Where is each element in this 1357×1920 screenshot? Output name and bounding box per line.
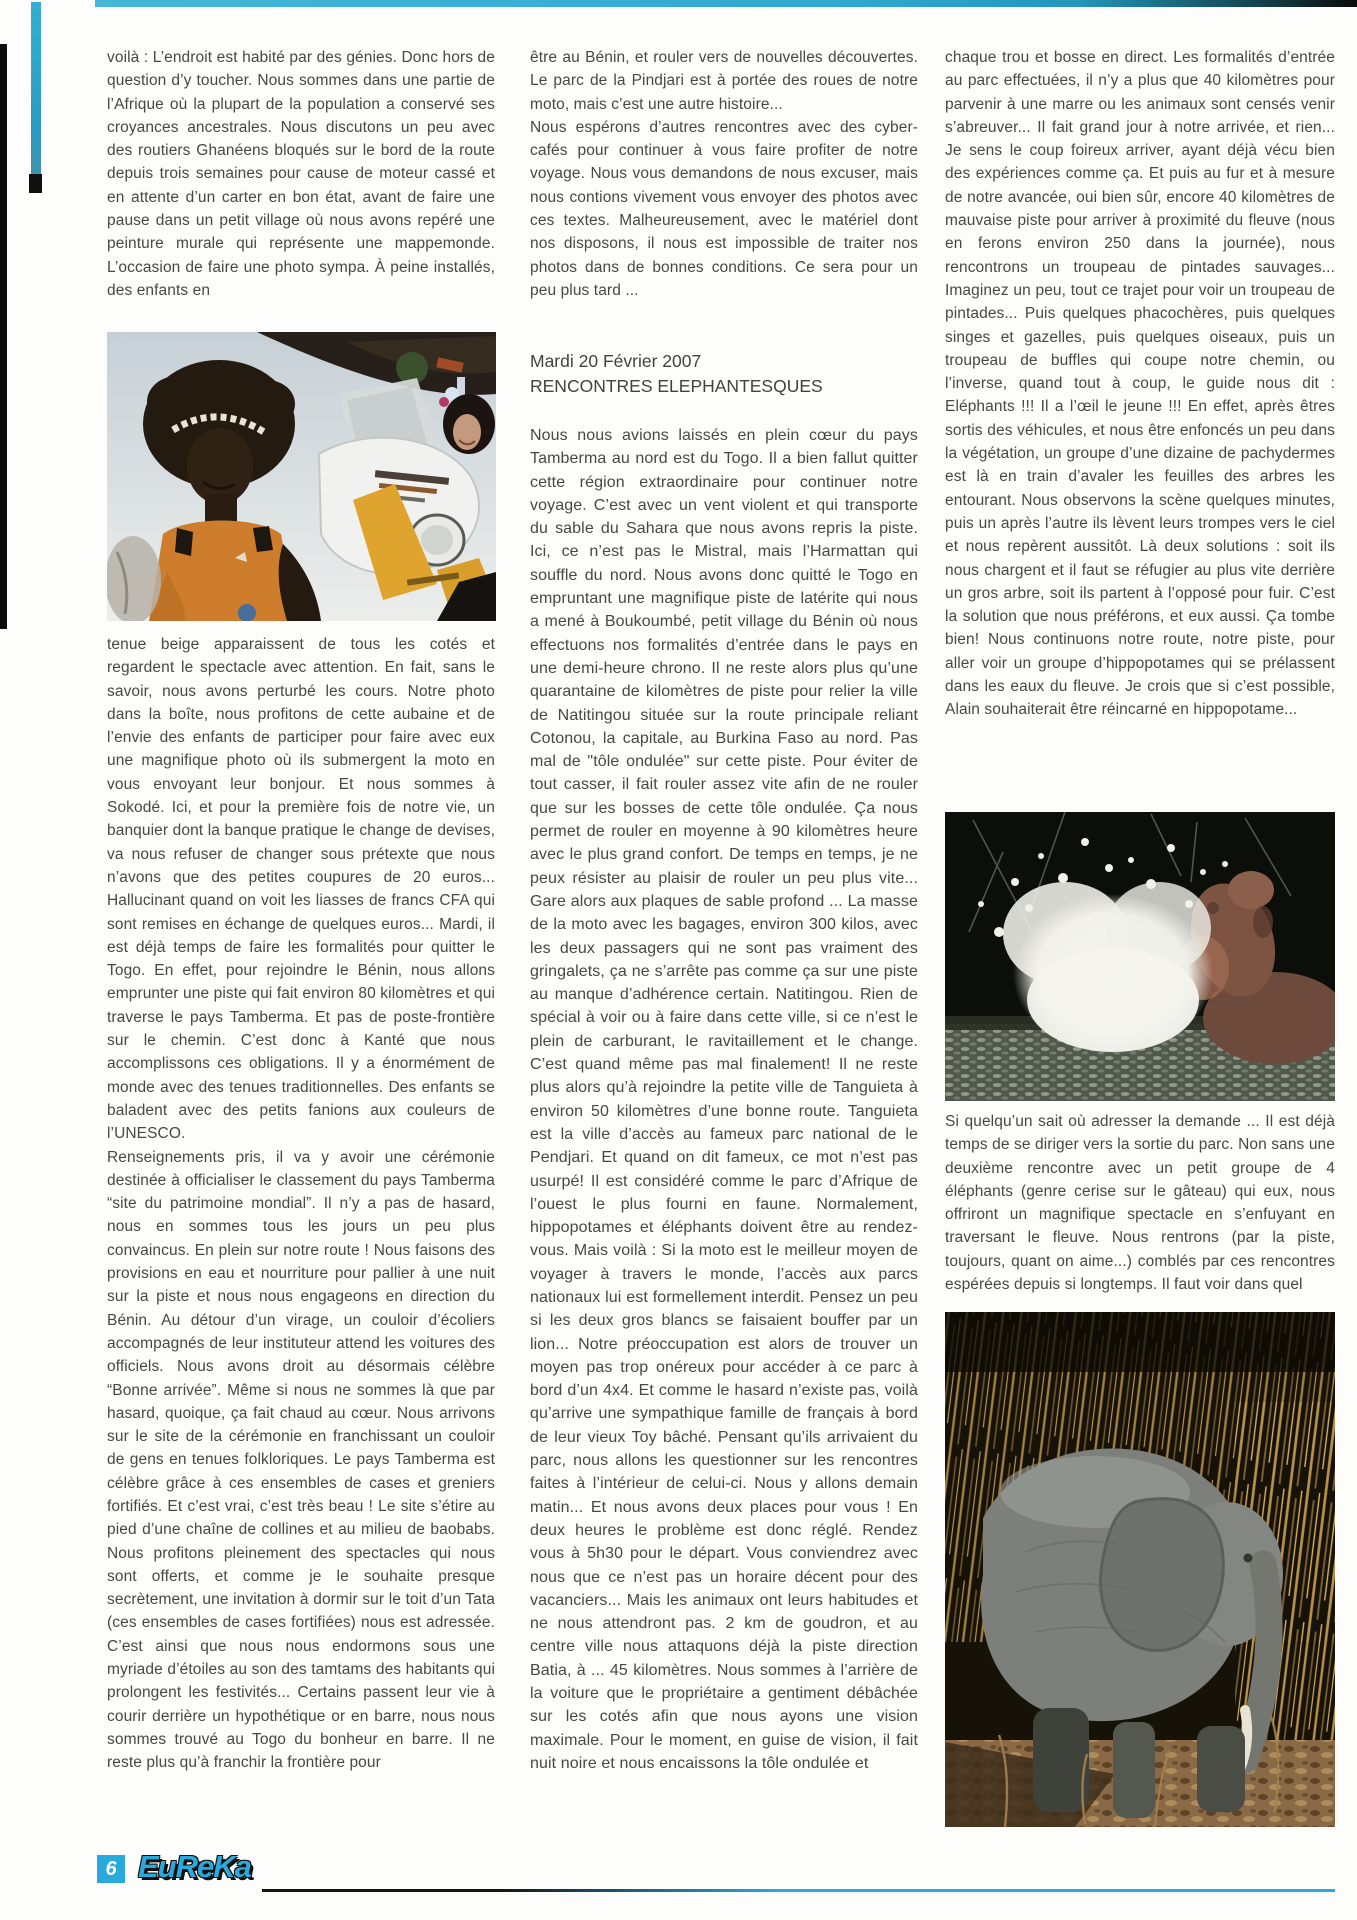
article-column-1-intro [107, 46, 495, 332]
section-heading-title: RENCONTRES ELEPHANTESQUES [530, 375, 823, 396]
article-column-2-body [530, 424, 918, 1834]
paragraph: chaque trou et bosse en direct. Les formalités d’entrée au parc effectuées, il n’y a plus que 40 kilomètres pour parvenir à une marre ou les animaux sont censés venir s’abreuver... Il fait grand jour à notre arrivée, et rien... Je sens le coup foireux arriver, ayant déjà vécu bien des expériences comme ça. Et puis au fur et à mesure de notre avancée, oui bien sûr, encore 40 kilomètres de mauvaise piste pour arriver à proximité du fleuve (nous en ferons environ 250 dans la journée), nous rencontrons un troupeau de pintades sauvages... Imaginez un peu, tout ce trajet pour voir un troupeau de pintades... Puis quelques phacochères, puis quelques singes et gazelles, puis quelques oiseaux, puis un troupeau de buffles qui coupe notre chemin, ou l’inverse, quand tout à coup, le guide nous dit : Eléphants !!! Il a l’œil le jeune !!! En effet, après êtres sortis des véhicules, et nous être enfoncés un peu dans la végétation, un groupe d’une dizaine de pachydermes est là en train d’avaler les feuilles des arbres les entourant. Nous observons la scène quelques minutes, puis un après l’autre ils lèvent leurs trompes vers le ciel et nous repèrent aussitôt. Là deux solutions : soit ils nous chargent et il faut se réfugier au plus vite derrière un gros arbre, soit ils partent à l’opposé pour fuir. C’est la solution que nous préférons, et eux aussi. Ça tombe bien! Nous continuons notre route, notre piste, pour aller voir un groupe d’hippopotames qui se prélassent dans les eaux du fleuve. Je crois que si c’est possible, Alain souhaiterait être réincarné en hippopotame... [945, 49, 1335, 719]
scan-left-cyan-strip [31, 2, 41, 174]
eureka-logo [138, 1849, 251, 1885]
scan-top-edge-strip [95, 0, 1357, 7]
paragraph: être au Bénin, et rouler vers de nouvelles découvertes. Le parc de la Pindjari est à portée des roues de notre moto, mais c’est une autre histoire... [530, 49, 918, 113]
paragraph: Si quelqu’un sait où adresser la demande ... Il est déjà temps de se diriger vers la sortie du parc. Non sans une deuxième rencontre avec un petit groupe de 4 éléphants (genre cerise sur le gâteau) qui eux, nous offriront un magnifique spectacle en s’enfuyant en traversant le fleuve. Nous rentrons (par la piste, toujours, quant on aime...) comblés par ces rencontres espérées depuis si longtemps. Il faut voir dans quel [945, 1113, 1335, 1294]
paragraph: Nous espérons d’autres rencontres avec des cyber-cafés pour continuer à vous faire profiter de notre voyage. Nous vous demandons de nous excuser, mais nous contions vivement vous envoyer des photos avec ces textes. Malheureusement, avec le matériel dont nos disposons, il nous est impossible de traiter nos photos dans de bonnes conditions. Ce sera pour un peu plus tard ... [530, 118, 918, 299]
paragraph: tenue beige apparaissent de tous les cotés et regardent le spectacle avec attention. En fait, sans le savoir, nous avons perturbé les cours. Notre photo dans la boîte, nous profitons de cette aubaine et de l’envie des enfants de participer pour faire avec eux une magnifique photo où ils submergent la moto en vous envoyant leur bonjour. Et nous sommes à Sokodé. Ici, et pour la première fois de notre vie, un banquier dont la banque pratique le change de devises, va nous refuser de changer sous prétexte que nous n’avons que des petites coupures de 20 euros... Hallucinant quand on voit les liasses de francs CFA qui sont remises en échange de quelques euros... Mardi, il est déjà temps de faire les formalités pour quitter le Togo. En effet, pour rejoindre le Bénin, nous allons emprunter une piste qui fait environ 80 kilomètres et qui traverse le pays Tamberma. Et pas de poste-frontière sur le chemin. C’est donc à Kanté que nous accomplissons ces obligations. Il y a énormément de monde avec des tenues traditionnelles. Des enfants se baladent avec des petits fanions aux couleurs de l’UNESCO. [107, 636, 495, 1143]
moto-photo-illustration [107, 332, 496, 621]
elephant-photo-illustration [945, 1312, 1335, 1827]
eureka-logo-text: EuReKa [138, 1849, 251, 1884]
page-number-badge [97, 1855, 125, 1883]
scan-left-black-block [29, 174, 42, 193]
article-column-1-body [107, 633, 495, 1833]
article-column-3-continuation [945, 1110, 1335, 1304]
hippo-photo-illustration [945, 812, 1335, 1101]
article-column-2-intro [530, 46, 918, 346]
article-column-3-body [945, 46, 1335, 808]
page-number: 6 [105, 1857, 117, 1880]
footer-rule [262, 1889, 1335, 1892]
section-heading [530, 349, 918, 398]
scan-left-edge [0, 44, 7, 629]
section-heading-date: Mardi 20 Février 2007 [530, 351, 702, 371]
paragraph: voilà : L’endroit est habité par des génies. Donc hors de question d’y toucher. Nous sommes dans une partie de l’Afrique où la plupart de la population a conservé ses croyances ancestrales. Nous discutons un peu avec des routiers Ghanéens bloqués sur le bord de la route depuis trois semaines pour cause de moteur cassé et en attente d’un carter en bon état, avant de faire une pause dans un petit village où nous avons repéré une peinture murale qui représente une mappemonde. L’occasion de faire une photo sympa. À peine installés, des enfants en [107, 49, 495, 299]
hippo-photo [945, 812, 1335, 1101]
elephant-photo [945, 1312, 1335, 1827]
moto-photo [107, 332, 496, 621]
paragraph: Renseignements pris, il va y avoir une cérémonie destinée à officialiser le classement du pays Tamberma “site du patrimoine mondial”. Il n’y a pas de hasard, nous en sommes tous les jours un peu plus convaincus. En plein sur notre route ! Nous faisons des provisions en eau et nourriture pour pallier à une nuit sur la piste et nous nous engageons en direction du Bénin. Au détour d’un virage, un couloir d’écoliers accompagnés de leur instituteur attend les voitures des officiels. Nous avons droit au désormais célèbre “Bonne arrivée”. Même si nous ne sommes là que par hasard, quoique, ça fait chaud au cœur. Nous arrivons sur le site de la cérémonie en franchissant un couloir de gens en tenues folkloriques. Le pays Tamberma est célèbre grâce à ces ensembles de cases et greniers fortifiés. Et c’est vrai, c’est très beau ! Le site s’étire au pied d’une chaîne de collines et au milieu de baobabs. Nous profitons pleinement des spectacles qui nous sont offerts, et comme je le souhaite presque secrètement, une invitation à dormir sur le toit d’un Tata (ces ensembles de cases fortifiées) nous est adressée. C’est ainsi que nous nous endormons sous une myriade d’étoiles au son des tamtams des habitants qui prolongent les festivités... Certains passent leur vie à courir derrière un hypothétique or en barre, nous nous sommes trouvé au Togo du bonheur en barre. Il ne reste plus qu’à franchir la frontière pour [107, 1148, 495, 1772]
paragraph: Nous nous avions laissés en plein cœur du pays Tamberma au nord est du Togo. Il a bien fallut quitter cette région extraordinaire pour continuer notre voyage. C’est avec un vent violent et qui transporte du sable du Sahara que nous avons repris la piste. Ici, ce n’est pas le Mistral, mais l’Harmattan qui souffle du nord. Nous avons donc quitté le Togo en empruntant une magnifique piste de latérite qui nous a mené à Boukoumbé, petit village du Bénin où nous effectuons nos formalités d’entrée dans le pays en une demi-heure chrono. Il ne reste alors plus qu’une quarantaine de kilomètres de piste pour relier la ville de Natitingou située sur la route principale reliant Cotonou, la capitale, au Burkina Faso au nord. Pas mal de "tôle ondulée" sur cette piste. Pour éviter de tout casser, il fait rouler assez vite afin de ne rouler que sur les bosses de cette tôle ondulée. Ça nous permet de rouler en moyenne à 90 kilomètres heure avec le plus grand confort. De temps en temps, je ne peux résister au plaisir de rouler un peu plus vite... Gare alors aux plaques de sable profond ... La masse de la moto avec les bagages, environ 300 kilos, avec les deux passagers qui ne sont pas vraiment des gringalets, ça ne s’arrête pas comme ça sur une piste au manque d’adhérence certain. Natitingou. Rien de spécial à voir ou à faire dans cette ville, si ce n’est le plein de carburant, le ravitaillement et le change. C’est quand même pas mal finalement! Il ne reste plus alors qu’à rejoindre la petite ville de Tanguieta à environ 50 kilomètres d’une bonne route. Tanguieta est la ville d’accès au fameux parc national de le Pendjari. Et quand on dit fameux, ce mot n’est pas usurpé! Il est considéré comme le parc d’Afrique de l’ouest le plus fourni en faune. Normalement, hippopotames et éléphants doivent être au rendez-vous. Mais voilà : Si la moto est le meilleur moyen de voyager à travers le monde, l’accès aux parcs nationaux lui est formellement interdit. Pensez un peu si les deux gros blancs se faisaient bouffer par un lion... Notre préoccupation est alors de trouver un moyen pas trop onéreux pour accéder à ce parc à bord d’un 4x4. Et comme le hasard n’existe pas, voilà qu’arrive une sympathique famille de français à bord de leur vieux Toy bâché. Pensant qu’ils arrivaient du parc, nous allons les questionner sur les rencontres faites à l’intérieur de celui-ci. Nous y allons demain matin... Et nous avons deux places pour vous ! En deux heures le problème est donc réglé. Rendez vous à 5h30 pour le départ. Vous conviendrez avec nous que ce n’est pas un horaire décent pour des vacanciers... Mais les animaux ont leurs habitudes et ne nous attendront pas. 2 km de goudron, et au centre ville nous attaquons déjà la piste direction Batia, à ... 45 kilomètres. Nous sommes à l’arrière de la voiture que le propriétaire a gentiment débâchée sur les cotés afin que nous ayons une vision maximale. Pour le moment, en guise de vision, il fait nuit noire et nous encaissons la tôle ondulée et [530, 427, 918, 1772]
